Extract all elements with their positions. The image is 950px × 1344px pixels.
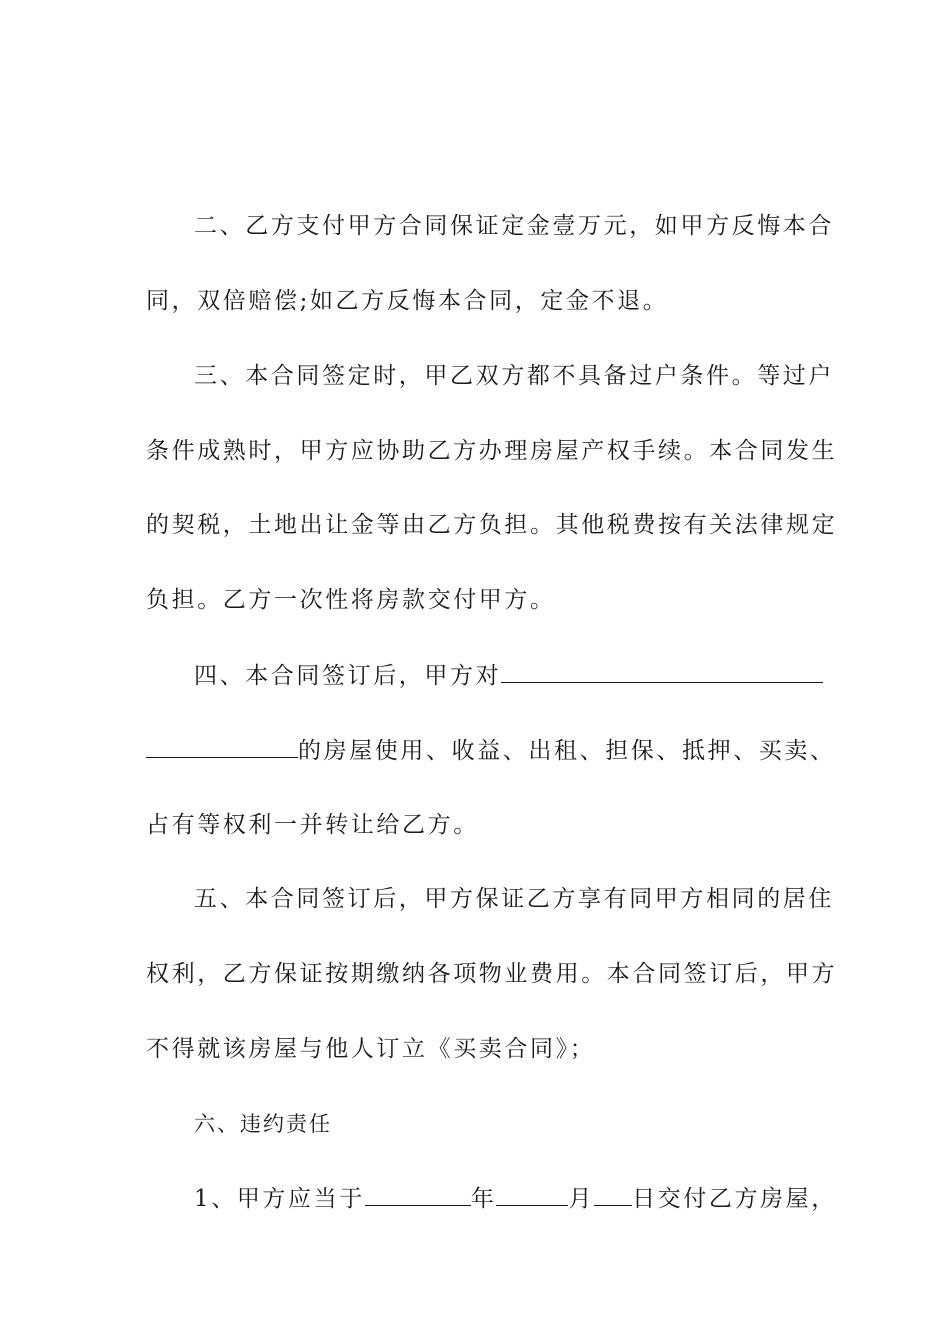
paragraph-2-line-1: 二、乙方支付甲方合同保证定金壹万元，如甲方反悔本合 — [194, 213, 834, 239]
paragraph-3-line-4: 负担。乙方一次性将房款交付甲方。 — [146, 587, 556, 613]
item-1-prefix: 1、甲方应当于 — [194, 1186, 365, 1212]
paragraph-5-line-3: 不得就该房屋与他人订立《买卖合同》； — [146, 1036, 596, 1062]
blank-field-day[interactable] — [594, 1183, 632, 1206]
blank-field-month[interactable] — [496, 1183, 568, 1206]
blank-field-property-location[interactable] — [501, 660, 823, 683]
paragraph-4-prefix: 四、本合同签订后，甲方对 — [194, 663, 502, 689]
paragraph-4-line-2 — [146, 735, 836, 765]
paragraph-3-line-1: 三、本合同签定时，甲乙双方都不具备过户条件。等过户 — [194, 363, 834, 389]
paragraph-5-line-2: 权利，乙方保证按期缴纳各项物业费用。本合同签订后，甲方 — [146, 961, 838, 987]
paragraph-4-line-3: 占有等权利一并转让给乙方。 — [146, 812, 479, 838]
paragraph-5-line-1: 五、本合同签订后，甲方保证乙方享有同甲方相同的居住 — [194, 886, 834, 912]
paragraph-4-suffix: 的房屋使用、收益、出租、担保、抵押、买卖、 — [298, 738, 836, 764]
blank-field-year[interactable] — [365, 1183, 471, 1206]
section-heading-breach-liability: 六、违约责任 — [194, 1112, 332, 1136]
paragraph-4-line-1 — [194, 660, 808, 690]
item-1-suffix: 日交付乙方房屋， — [632, 1186, 837, 1212]
paragraph-3-line-3: 的契税，土地出让金等由乙方负担。其他税费按有关法律规定 — [146, 512, 838, 538]
paragraph-6-item-1 — [194, 1183, 837, 1213]
paragraph-2-line-2: 同，双倍赔偿;如乙方反悔本合同，定金不退。 — [146, 288, 669, 314]
year-label: 年 — [470, 1186, 497, 1212]
paragraph-3-line-2: 条件成熟时，甲方应协助乙方办理房屋产权手续。本合同发生 — [146, 438, 838, 464]
blank-field-property-location-cont[interactable] — [146, 735, 298, 758]
month-label: 月 — [568, 1186, 595, 1212]
